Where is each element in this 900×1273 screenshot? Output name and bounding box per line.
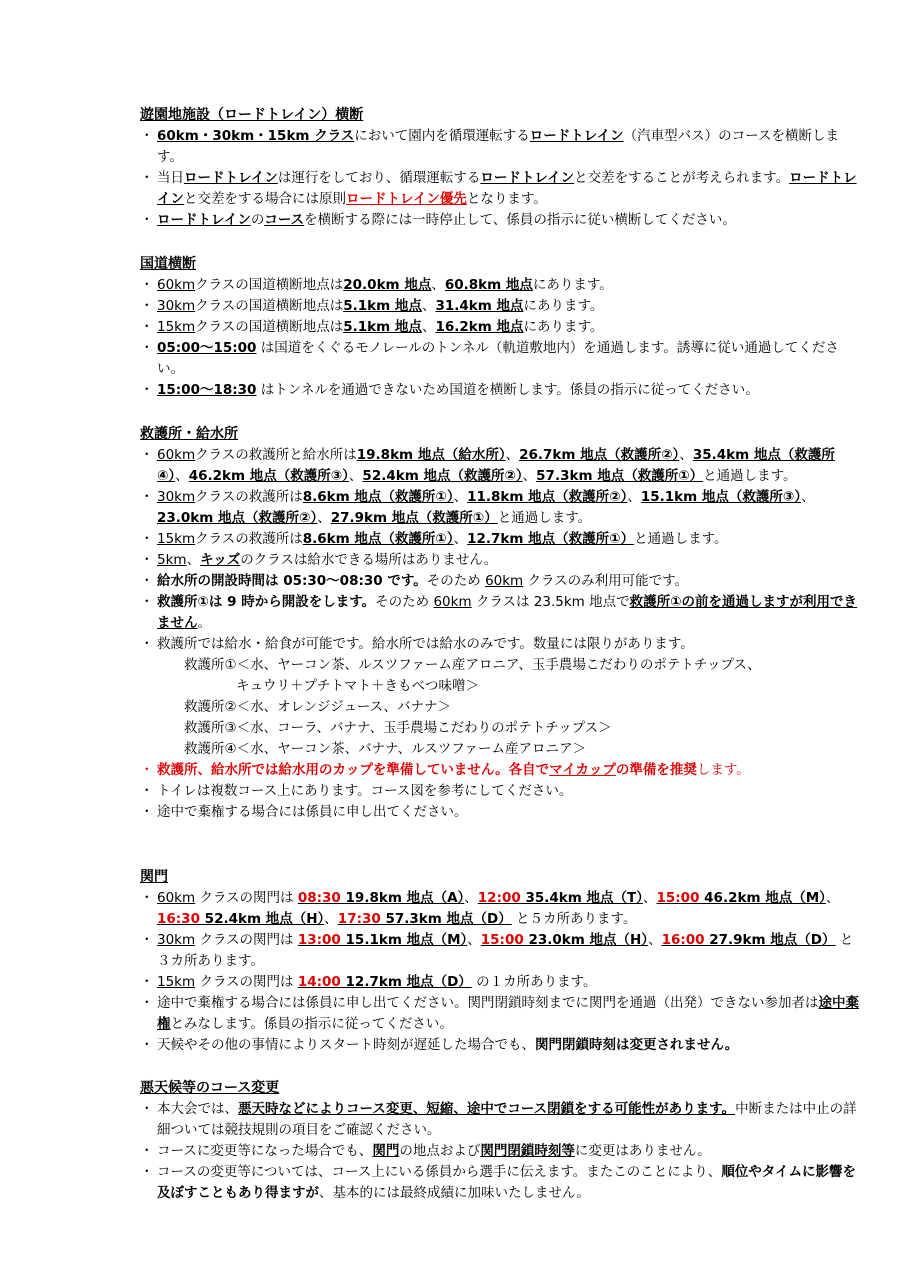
section-weather-change (140, 1078, 860, 1204)
list-item: ・ 15kmクラスの救護所は8.6km 地点（救護所①）、12.7km 地点（救護所①）と通過します。 (140, 529, 860, 550)
list-item: ・ 30km クラスの関門は 13:00 15.1km 地点（M）、15:00 23.0km 地点（H）、16:00 27.9km 地点（D） と３カ所あります。 (140, 930, 860, 972)
list-item: ・ 途中で棄権する場合には係員に申し出てください。 (140, 802, 860, 823)
section-heading: 救護所・給水所 (140, 426, 238, 442)
aid-menu-4: 救護所④＜水、ヤーコン茶、バナナ、ルスツファーム産アロニア＞ (184, 741, 586, 757)
list-item: ・ 本大会では、悪天時などによりコース変更、短縮、途中でコース閉鎖をする可能性があります。中断または中止の詳細ついては競技規則の項目をご確認ください。 (140, 1099, 860, 1141)
list-item: ・ 60kmクラスの国道横断地点は20.0km 地点、60.8km 地点にあります。 (140, 275, 860, 296)
list-item: ・ 給水所の開設時間は 05:30～08:30 です。そのため 60km クラスのみ利用可能です。 (140, 571, 860, 592)
list-item: ・ 60km クラスの関門は 08:30 19.8km 地点（A）、12:00 35.4km 地点（T）、15:00 46.2km 地点（M）、16:30 52.4km 地点（H）、17:30 57.3km 地点（D） と５カ所あります。 (140, 888, 860, 930)
list-item: ・ トイレは複数コース上にあります。コース図を参考にしてください。 (140, 781, 860, 802)
section-heading: 関門 (140, 869, 168, 885)
list-item: ・ 05:00～15:00 は国道をくぐるモノレールのトンネル（軌道敷地内）を通過します。誘導に従い通過してください。 (140, 338, 860, 380)
aid-menu-2: 救護所②＜水、オレンジジュース、バナナ＞ (184, 699, 452, 715)
list-item: ・ 当日ロードトレインは運行をしており、循環運転するロードトレインと交差をすることが考えられます。ロードトレインと交差をする場合には原則ロードトレイン優先となります。 (140, 168, 860, 210)
list-item-notice: ・ 救護所、給水所では給水用のカップを準備していません。各自でマイカップの準備を推奨します。 (140, 760, 860, 781)
list-item: ・ 15kmクラスの国道横断地点は5.1km 地点、16.2km 地点にあります。 (140, 317, 860, 338)
list-item: ・ 天候やその他の事情によりスタート時刻が遅延した場合でも、関門閉鎖時刻は変更されません。 (140, 1035, 860, 1056)
list-item: ・ ロードトレインのコースを横断する際には一時停止して、係員の指示に従い横断してください。 (140, 210, 860, 231)
list-item: ・ コースに変更等になった場合でも、関門の地点および関門閉鎖時刻等に変更はありません。 (140, 1141, 860, 1162)
list-item: ・ 15km クラスの関門は 14:00 12.7km 地点（D） の１カ所あります。 (140, 972, 860, 993)
list-item: ・ コースの変更等については、コース上にいる係員から選手に伝えます。またこのことにより、順位やタイムに影響を及ぼすこともあり得ますが、基本的には最終成績に加味いたしません。 (140, 1162, 860, 1204)
list-item: ・ 15:00～18:30 はトンネルを通過できないため国道を横断します。係員の指示に従ってください。 (140, 380, 860, 401)
aid-menu-1-cont: キュウリ＋プチトマト＋きもべつ味噌＞ (236, 678, 479, 694)
list-item: ・ 60km・30km・15km クラスにおいて園内を循環運転するロードトレイン（汽車型バス）のコースを横断します。 (140, 126, 860, 168)
list-item: ・ 5km、キッズのクラスは給水できる場所はありません。 (140, 550, 860, 571)
section-national-road (140, 254, 860, 401)
list-item: ・ 救護所①は 9 時から開設をします。そのため 60km クラスは 23.5km 地点で救護所①の前を通過しますが利用できません。 (140, 592, 860, 634)
list-item: ・ 30kmクラスの国道横断地点は5.1km 地点、31.4km 地点にあります。 (140, 296, 860, 317)
list-item: ・ 途中で棄権する場合には係員に申し出てください。関門閉鎖時刻までに関門を通過（出発）できない参加者は途中棄権とみなします。係員の指示に従ってください。 (140, 993, 860, 1035)
list-item: ・ 救護所では給水・給食が可能です。給水所では給水のみです。数量には限りがあります。 (140, 634, 860, 655)
section-road-train (140, 105, 860, 231)
list-item: ・ 30kmクラスの救護所は8.6km 地点（救護所①）、11.8km 地点（救護所②）、15.1km 地点（救護所③）、23.0km 地点（救護所②）、27.9km 地点（救護所①）と通過します。 (140, 487, 860, 529)
section-heading: 遊園地施設（ロードトレイン）横断 (140, 107, 364, 123)
section-heading: 悪天候等のコース変更 (140, 1080, 280, 1096)
section-heading: 国道横断 (140, 256, 196, 272)
section-aid-stations (140, 424, 860, 823)
aid-menu-1: 救護所①＜水、ヤーコン茶、ルスツファーム産アロニア、玉手農場こだわりのポテトチップス、 (184, 657, 761, 673)
section-gates (140, 867, 860, 1056)
aid-menu-3: 救護所③＜水、コーラ、バナナ、玉手農場こだわりのポテトチップス＞ (184, 720, 612, 736)
list-item: ・ 60kmクラスの救護所と給水所は19.8km 地点（給水所）、26.7km 地点（救護所②）、35.4km 地点（救護所④）、46.2km 地点（救護所③）、52.4km 地点（救護所②）、57.3km 地点（救護所①）と通過します。 (140, 445, 860, 487)
